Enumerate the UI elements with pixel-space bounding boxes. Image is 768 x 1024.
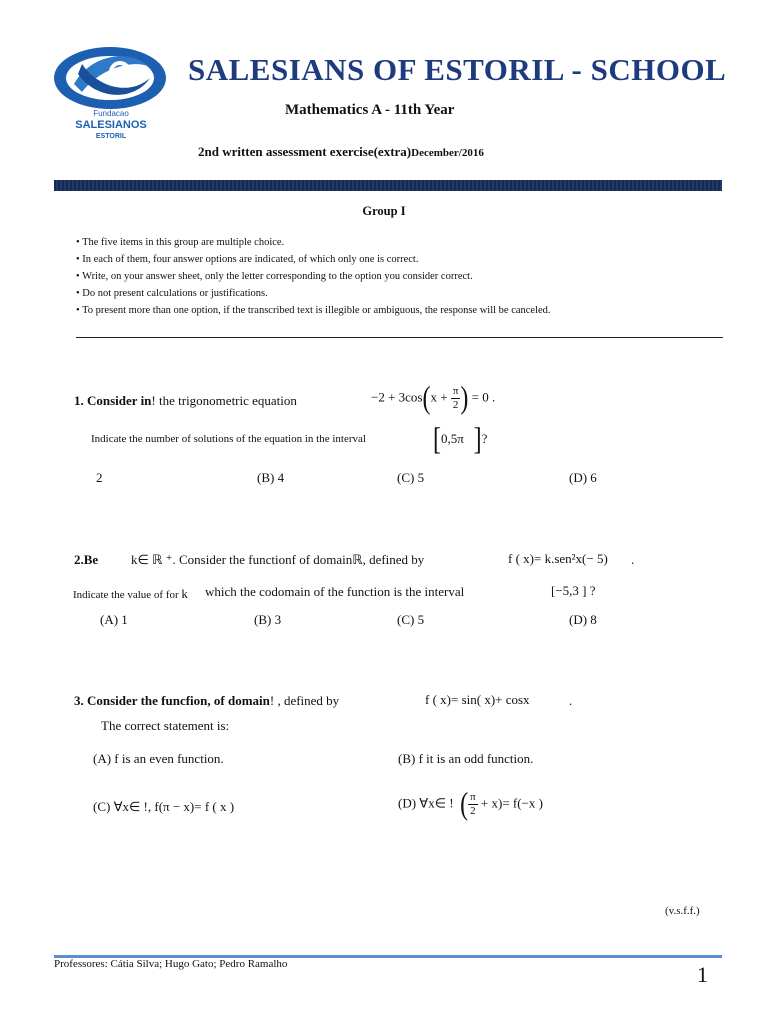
q2-option-c: (C) 5 xyxy=(397,612,425,627)
q2-prompt-rest: which the codomain of the function is the interval xyxy=(205,584,465,599)
q3-option-c: (C) ∀x∈ !, f(π − x)= f ( x ) xyxy=(93,799,235,814)
q1-interval: [0,5π ]? xyxy=(433,423,488,457)
q2-option-d: (D) 8 xyxy=(569,612,597,627)
q3-option-d: (D) ∀x∈ ! ( $\frac{\pi}{2}$ + x)= f(−x ) xyxy=(398,787,543,822)
q1-option-a: 2 xyxy=(96,470,103,485)
school-logo xyxy=(52,44,170,140)
q2-prompt: Indicate the value of for k xyxy=(73,586,188,601)
q3-dot: . xyxy=(569,693,573,708)
footer-teachers: Professores: Cátia Silva; Hugo Gato; Pedro Ramalho xyxy=(54,958,288,970)
group-title: Group I xyxy=(362,204,406,218)
q1-option-d: (D) 6 xyxy=(569,470,597,485)
q2-lead: 2.Be xyxy=(74,552,99,567)
q2-interval: [−5,3 ] ? xyxy=(551,583,596,598)
q3-statement: 3. Consider the funcfion, of domain! , defined by xyxy=(74,693,340,708)
page-number: 1 xyxy=(697,962,708,987)
assessment-title: 2nd written assessment exercise(extra)December/2016 xyxy=(198,144,484,159)
q1-option-c: (C) 5 xyxy=(397,470,425,485)
q1-prompt: Indicate the number of solutions of the equation in the interval xyxy=(91,433,366,445)
svg-text:Fundacao: Fundacao xyxy=(93,109,129,118)
q3-subprompt: The correct statement is: xyxy=(101,718,230,733)
q3-option-a: (A) f is an even function. xyxy=(93,751,224,766)
rules-list xyxy=(76,234,606,319)
svg-text:ESTORIL: ESTORIL xyxy=(95,133,127,140)
q3-function: f ( x)= sin( x)+ cosx xyxy=(425,692,530,707)
q3-option-b: (B) f it is an odd function. xyxy=(398,751,534,766)
svg-text:SALESIANOS: SALESIANOS xyxy=(75,119,147,131)
rule-item: • Do not present calculations or justifications. xyxy=(76,288,268,299)
rule-item: • The five items in this group are multiple choice. xyxy=(76,237,285,248)
rule-item: • Write, on your answer sheet, only the letter corresponding to the option you consider correct. xyxy=(76,271,473,282)
continue-note: (v.s.f.f.) xyxy=(665,905,700,917)
q2-statement: k∈ ℝ ⁺. Consider the functionf of domainℝ, defined by xyxy=(131,552,425,567)
rules-divider xyxy=(76,337,723,338)
q2-option-b: (B) 3 xyxy=(254,612,282,627)
q1-equation: −2 + 3cos(x + $\frac{\pi}{2}$ ) = 0 . xyxy=(371,381,496,416)
q1-option-b: (B) 4 xyxy=(257,470,285,485)
school-title: SALESIANS OF ESTORIL - SCHOOL xyxy=(188,52,727,87)
q2-function: f ( x)= k.sen²x(− 5) xyxy=(508,551,608,566)
q1-statement: 1. Consider in! the trigonometric equation xyxy=(74,393,297,408)
rule-item: • In each of them, four answer options are indicated, of which only one is correct. xyxy=(76,254,419,265)
assessment-date: December/2016 xyxy=(411,147,484,159)
q2-option-a: (A) 1 xyxy=(100,612,128,627)
header-divider xyxy=(54,180,722,191)
subject-title: Mathematics A - 11th Year xyxy=(285,102,455,118)
q2-dot: . xyxy=(631,552,635,567)
rule-item: • To present more than one option, if the transcribed text is illegible or ambiguous, the response will be canceled. xyxy=(76,305,551,316)
